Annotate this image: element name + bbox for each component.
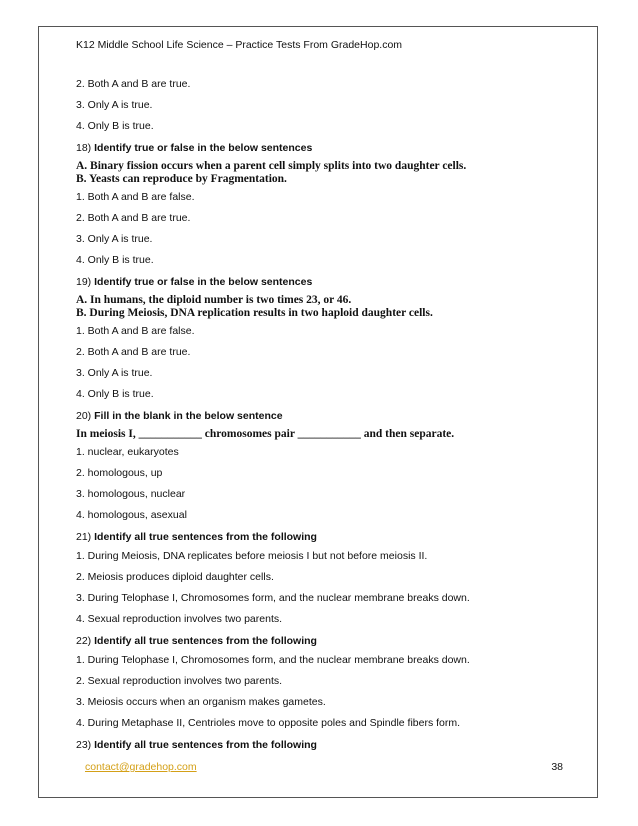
question-prompt: Fill in the blank in the below sentence	[94, 410, 283, 422]
statement-a: A. In humans, the diploid number is two times 23, or 46.	[76, 294, 352, 306]
statements	[76, 294, 576, 320]
answer-option: 3. homologous, nuclear	[76, 488, 186, 500]
question-heading	[76, 530, 576, 549]
question-20	[76, 409, 576, 529]
question-19	[76, 275, 576, 408]
page-number: 38	[551, 761, 563, 773]
statement-a: A. Binary fission occurs when a parent cell simply splits into two daughter cells.	[76, 160, 467, 172]
statements	[76, 160, 576, 186]
question-prompt: Identify true or false in the below sentences	[94, 276, 313, 288]
question-number: 22)	[76, 635, 92, 647]
page-sheet	[38, 26, 598, 798]
answer-option: 2. Both A and B are true.	[76, 346, 191, 358]
answer-option: 1. During Meiosis, DNA replicates before meiosis I but not before meiosis II.	[76, 550, 428, 562]
question-heading	[76, 634, 576, 653]
question-number: 20)	[76, 410, 92, 422]
answer-option: 4. Only B is true.	[76, 254, 154, 266]
question-18	[76, 141, 576, 274]
question-prompt: Identify all true sentences from the following	[94, 739, 317, 751]
question-heading	[76, 409, 576, 428]
question-prompt: Identify true or false in the below sentences	[94, 142, 313, 154]
answer-option: 3. During Telophase I, Chromosomes form, and the nuclear membrane breaks down.	[76, 592, 470, 604]
answer-option: 2. Meiosis produces diploid daughter cells.	[76, 571, 274, 583]
answer-option: 1. nuclear, eukaryotes	[76, 446, 179, 458]
answer-option: 2. homologous, up	[76, 467, 163, 479]
question-number: 23)	[76, 739, 92, 751]
question-heading	[76, 275, 576, 294]
question-content	[76, 77, 576, 757]
answer-option: 4. homologous, asexual	[76, 509, 187, 521]
question-heading	[76, 738, 576, 757]
statement-b: B. During Meiosis, DNA replication results in two haploid daughter cells.	[76, 307, 433, 319]
question-prompt: Identify all true sentences from the following	[94, 531, 317, 543]
contact-email-link[interactable]: contact@gradehop.com	[85, 761, 197, 773]
answer-option: 4. Only B is true.	[76, 388, 154, 400]
answer-option: 3. Only A is true.	[76, 367, 153, 379]
question-21	[76, 530, 576, 633]
answer-option: 4. Sexual reproduction involves two parents.	[76, 613, 283, 625]
answer-option: 1. Both A and B are false.	[76, 325, 195, 337]
answer-option: 4. During Metaphase II, Centrioles move to opposite poles and Spindle fibers form.	[76, 717, 461, 729]
question-heading	[76, 141, 576, 160]
answer-option: 2. Both A and B are true.	[76, 78, 191, 90]
question-number: 21)	[76, 531, 92, 543]
question-number: 19)	[76, 276, 92, 288]
statements	[76, 428, 576, 441]
question-23	[76, 738, 576, 757]
answer-option: 2. Sexual reproduction involves two parents.	[76, 675, 283, 687]
statement-b: B. Yeasts can reproduce by Fragmentation.	[76, 173, 287, 185]
page-header: K12 Middle School Life Science – Practice Tests From GradeHop.com	[76, 39, 403, 51]
pre-options	[76, 77, 576, 140]
fill-in-sentence: In meiosis I, ___________ chromosomes pair ___________ and then separate.	[76, 428, 455, 440]
answer-option: 3. Only A is true.	[76, 99, 153, 111]
answer-option: 2. Both A and B are true.	[76, 212, 191, 224]
question-22	[76, 634, 576, 737]
question-prompt: Identify all true sentences from the following	[94, 635, 317, 647]
answer-option: 3. Meiosis occurs when an organism makes gametes.	[76, 696, 326, 708]
answer-option: 1. During Telophase I, Chromosomes form, and the nuclear membrane breaks down.	[76, 654, 470, 666]
answer-option: 4. Only B is true.	[76, 120, 154, 132]
answer-option: 1. Both A and B are false.	[76, 191, 195, 203]
answer-option: 3. Only A is true.	[76, 233, 153, 245]
question-number: 18)	[76, 142, 92, 154]
